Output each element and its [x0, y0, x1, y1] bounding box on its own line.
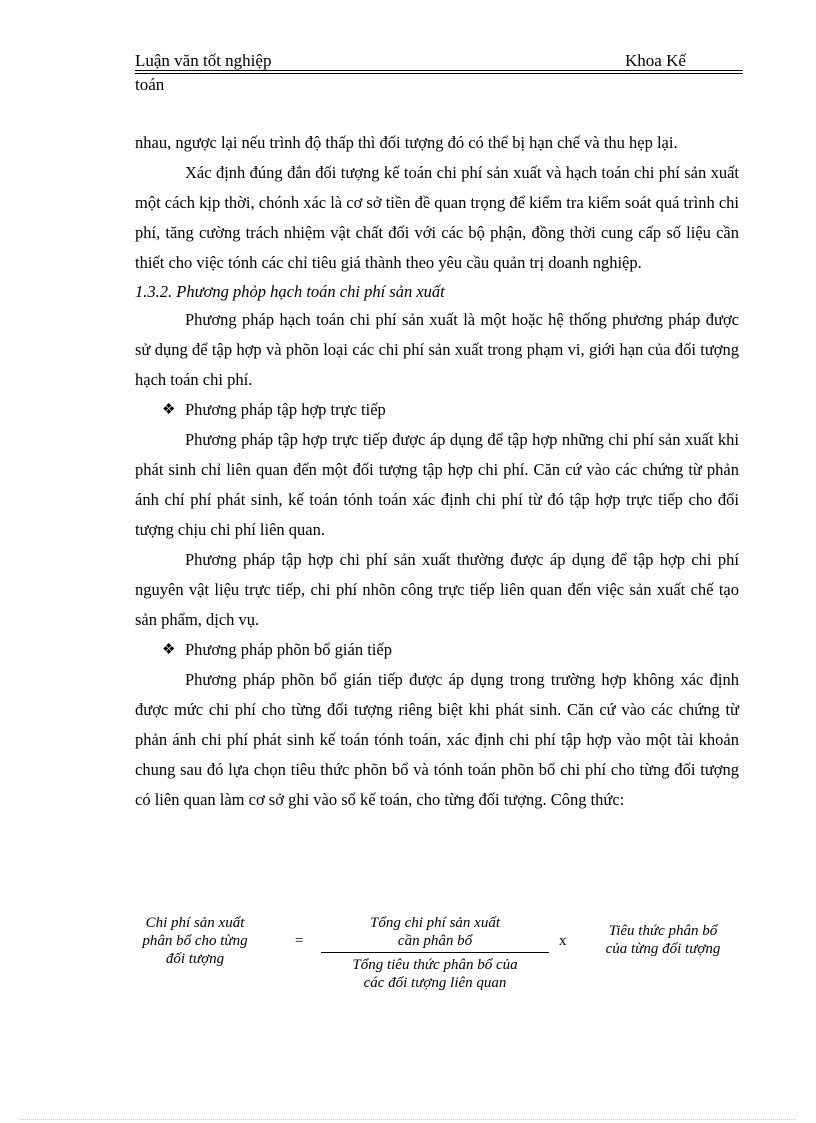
formula-times: x [559, 933, 567, 949]
document-body [135, 128, 739, 815]
bullet-title: Phương pháp phõn bổ gián tiếp [185, 640, 392, 659]
formula-numerator-line: Tổng chi phí sản xuất [370, 915, 500, 931]
formula-denominator-line: Tổng tiêu thức phân bổ của [352, 957, 518, 973]
four-diamond-bullet-icon: ❖ [162, 642, 176, 658]
formula-equals: = [295, 933, 304, 949]
formula-lhs [135, 914, 255, 968]
formula-rhs-line: của từng đối tượng [605, 941, 721, 957]
section-intro: Phương pháp hạch toán chi phí sản xuất là một hoặc hệ thống phương pháp được sử dụng để tập hợp và phõn loại các chi phí sản xuất trong phạm vi, giới hạn của đối tượng hạch toán chi phí. [135, 310, 739, 389]
formula-rhs-line: Tiêu thức phân bổ [608, 923, 718, 939]
paragraph: Phương pháp tập hợp chi phí sản xuất thường được áp dụng để tập hợp chi phí nguyên vật liệu trực tiếp, chi phí nhõn công trực tiếp liên quan đến việc sản xuất chế tạo sản phẩm, dịch vụ. [135, 550, 739, 629]
bullet-title: Phương pháp tập hợp trực tiếp [185, 400, 386, 419]
header-continuation: toán [135, 75, 165, 94]
paragraph: nhau, ngược lại nếu trình độ thấp thì đối tượng đó có thể bị hạn chế và thu hẹp lại. [135, 133, 678, 152]
formula-denominator [321, 956, 549, 992]
fraction-bar [321, 952, 549, 953]
formula-lhs-line: phân bổ cho từng [142, 933, 248, 949]
formula-lhs-line: Chi phí sản xuất [145, 915, 245, 931]
header-title-right: Khoa Kế [625, 51, 686, 70]
page-header [135, 50, 743, 94]
header-title-left: Luận văn tốt nghiệp [135, 51, 272, 70]
bullet-item [135, 635, 739, 665]
formula-lhs-line: đối tượng [165, 951, 225, 967]
formula-numerator-line: cần phân bổ [397, 933, 473, 949]
bullet-item [135, 395, 739, 425]
section-heading: 1.3.2. Phương phỏp hạch toán chi phí sản xuất [135, 282, 445, 301]
paragraph: Xác định đúng đắn đối tượng kế toán chi phí sản xuất và hạch toán chi phí sản xuất một cách kịp thời, chónh xác là cơ sở tiền đề quan trọng để kiểm tra kiểm soát quá trình chi phí, tăng cường trách nhiệm vật chất đối với các bộ phận, đồng thời cung cấp số liệu cần thiết cho việc tónh các chỉ tiêu giá thành theo yêu cầu quản trị doanh nghiệp. [135, 163, 739, 272]
formula-numerator [321, 914, 549, 950]
header-rule-thin [135, 73, 743, 74]
paragraph: Phương pháp tập hợp trực tiếp được áp dụng để tập hợp những chi phí sản xuất khi phát sinh chỉ liên quan đến một đối tượng tập hợp chi phí. Căn cứ vào các chứng từ phản ánh chí phí phát sinh, kế toán tónh toán xác định chi phí từ đó tập hợp trực tiếp cho đối tượng chịu chi phí liên quan. [135, 430, 739, 539]
page-bottom-rule [20, 1119, 796, 1120]
header-rule [135, 70, 743, 71]
paragraph: Phương pháp phõn bổ gián tiếp được áp dụng trong trường hợp không xác định được mức chi phí cho từng đối tượng riêng biệt khi phát sinh. Căn cứ vào các chứng từ phản ánh chi phí phát sinh kế toán tónh toán, xác định chi phí tập hợp vào một tài khoản chung sau đó lựa chọn tiêu thức phõn bổ và tónh toán phõn bổ chi phí cho từng đối tượng có liên quan làm cơ sở ghi vào sổ kế toán, cho từng đối tượng. Công thức: [135, 670, 739, 809]
allocation-formula [135, 914, 739, 994]
four-diamond-bullet-icon: ❖ [162, 402, 176, 418]
formula-rhs [587, 922, 739, 958]
formula-denominator-line: các đối tượng liên quan [363, 975, 507, 991]
